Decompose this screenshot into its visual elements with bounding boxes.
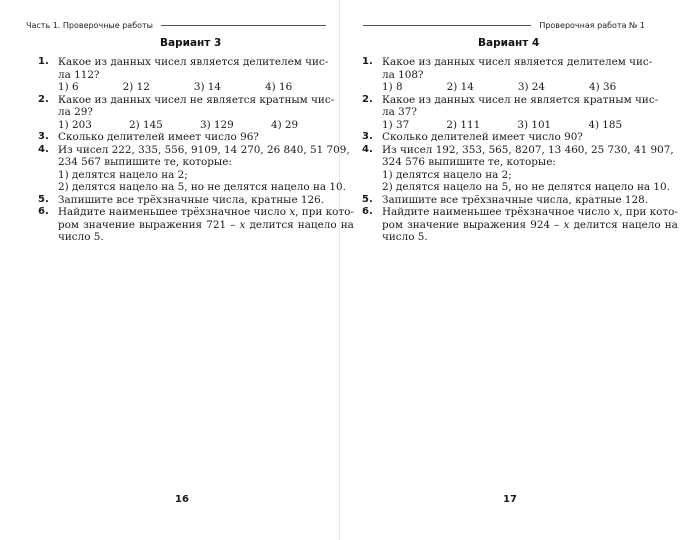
running-head-text: Проверочная работа № 1 [539, 20, 645, 30]
variable-x: x [613, 206, 620, 218]
variable-x: x [563, 218, 570, 231]
task-text [58, 206, 354, 219]
answer-option: 3) 24 [517, 81, 546, 93]
page-number: 17 [503, 494, 517, 505]
task-text: 1) делятся нацело на 2; [58, 168, 188, 181]
task-text: 2) делятся нацело на 5, но не делятся нацело на 10. [382, 181, 670, 193]
answer-option: 4) 36 [589, 81, 617, 93]
task-text-part: Найдите наименьшее трёхзначное число [58, 206, 290, 218]
task-2 [362, 93, 659, 132]
task-text: Какое из данных чисел является делителем чис- [382, 56, 653, 68]
task-text-part: , при кото- [295, 206, 354, 218]
task-text: Сколько делителей имеет число 90? [382, 131, 583, 143]
answer-option: 2) 14 [446, 81, 474, 93]
answer-options [58, 119, 334, 132]
task-number: 6. [38, 206, 49, 217]
answer-option: 1) 8 [382, 81, 403, 93]
task-text: ла 29? [58, 106, 93, 118]
task-6 [362, 206, 678, 244]
task-4 [38, 143, 350, 194]
answer-option: 3) 129 [199, 118, 234, 131]
task-2 [38, 93, 335, 132]
task-5 [38, 193, 325, 207]
task-text: 1) делятся нацело на 2; [382, 168, 512, 181]
task-1 [362, 56, 653, 94]
variable-x: x [289, 206, 296, 218]
running-head-left [26, 18, 326, 32]
task-number: 2. [362, 93, 373, 105]
task-text: ла 108? [382, 68, 424, 81]
task-text: число 5. [58, 231, 104, 243]
task-text: число 5. [382, 231, 428, 243]
task-text: ла 37? [382, 106, 417, 118]
task-3 [362, 131, 642, 144]
answer-option: 4) 29 [270, 118, 299, 131]
task-text [382, 206, 678, 219]
answer-option: 4) 185 [588, 118, 623, 131]
running-head-text: Часть 1. Проверочные работы [26, 20, 153, 30]
task-number: 6. [362, 206, 373, 217]
task-1 [38, 56, 329, 94]
task-text [58, 219, 354, 232]
task-number: 5. [362, 193, 373, 205]
task-number: 4. [362, 143, 373, 155]
variable-x: x [239, 218, 246, 231]
task-text: 234 567 выпишите те, которые: [58, 156, 232, 168]
task-text-part: ром значение выражения 924 – [382, 218, 564, 231]
task-text-part: делится нацело на [245, 218, 354, 231]
task-text: 324 576 выпишите те, которые: [382, 156, 556, 168]
variant-title: Вариант 4 [478, 37, 540, 49]
task-text [382, 219, 678, 232]
answer-option: 3) 101 [517, 118, 552, 131]
task-number: 5. [38, 193, 49, 205]
answer-option: 1) 6 [58, 81, 79, 93]
task-number: 1. [362, 56, 373, 67]
running-head-right [363, 18, 645, 32]
variant-title: Вариант 3 [160, 37, 222, 49]
answer-option: 3) 14 [193, 81, 222, 93]
task-text: Какое из данных чисел не является кратным чис- [382, 93, 659, 106]
task-text: Запишите все трёхзначные числа, кратные 126. [58, 193, 325, 206]
task-6 [38, 206, 354, 244]
task-number: 3. [38, 131, 49, 142]
task-4 [362, 143, 674, 194]
task-text: Какое из данных чисел не является кратным чис- [58, 93, 335, 106]
task-text: Какое из данных чисел является делителем чис- [58, 56, 329, 68]
task-text: Из чисел 222, 335, 556, 9109, 14 270, 26 840, 51 709, [58, 143, 350, 156]
task-text: Сколько делителей имеет число 96? [58, 131, 259, 143]
answer-options [382, 119, 658, 132]
task-text-part: Найдите наименьшее трёхзначное число [382, 206, 614, 218]
task-text: 2) делятся нацело на 5, но не делятся нацело на 10. [58, 181, 346, 193]
task-text: Из чисел 192, 353, 565, 8207, 13 460, 25 730, 41 907, [382, 143, 674, 156]
header-rule [363, 25, 531, 26]
answer-option: 1) 37 [382, 118, 410, 131]
answer-option: 2) 12 [122, 81, 150, 93]
task-text-part: , при кото- [619, 206, 678, 218]
answer-option: 2) 111 [446, 118, 481, 131]
answer-options [382, 81, 652, 94]
answer-option: 4) 16 [265, 81, 293, 93]
task-text-part: делится нацело на [569, 218, 678, 231]
task-text-part: ром значение выражения 721 – [58, 218, 240, 231]
task-5 [362, 193, 649, 207]
right-page [341, 0, 681, 540]
task-number: 4. [38, 143, 49, 155]
answer-options [58, 81, 328, 94]
task-number: 2. [38, 93, 49, 105]
task-text: Запишите все трёхзначные числа, кратные 128. [382, 193, 649, 206]
header-rule [161, 25, 326, 26]
task-list [362, 56, 678, 244]
task-number: 3. [362, 131, 373, 142]
task-list [38, 56, 354, 244]
task-3 [38, 131, 318, 144]
task-number: 1. [38, 56, 49, 67]
task-text: ла 112? [58, 68, 100, 81]
page-number: 16 [175, 494, 189, 505]
answer-option: 1) 203 [58, 118, 92, 131]
answer-option: 2) 145 [128, 118, 163, 131]
